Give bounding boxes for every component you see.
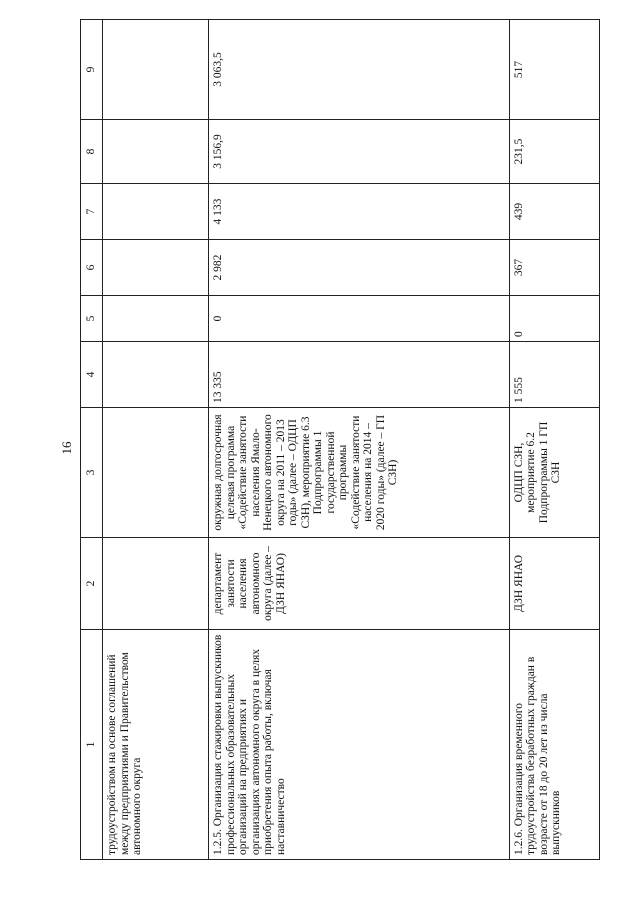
executor-cell: департамент занятости населения автономного округа (далее – ДЗН ЯНАО) — [209, 538, 510, 630]
source-cell — [103, 408, 209, 538]
value-cell — [103, 20, 209, 120]
executor-cell — [103, 538, 209, 630]
value-cell: 4 133 — [209, 184, 510, 240]
source-cell: окружная долгосрочная целевая программа «Содействие занятости населения Ямало-Ненецкого автономного округа на 2011 – 2013 годы» (далее – ОДЦП СЗН), мероприятие 6.3 Подпрограммы 1 государственной программы «Содействие занятости населения на 2014 – 2020 годы» (далее – ГП СЗН) — [209, 408, 510, 538]
column-header: 3 — [81, 408, 103, 538]
value-cell: 3 063,5 — [209, 20, 510, 120]
column-header: 2 — [81, 538, 103, 630]
value-cell: 517 — [509, 20, 599, 120]
source-cell: ОДЦП СЗН, мероприятие 6.2 Подпрограммы 1 ГП СЗН — [509, 408, 599, 538]
table-row — [103, 20, 209, 860]
column-header: 8 — [81, 120, 103, 184]
value-cell: 0 — [509, 296, 599, 342]
value-cell: 367 — [509, 240, 599, 296]
table-row — [209, 20, 510, 860]
header-row — [81, 20, 103, 860]
executor-cell: ДЗН ЯНАО — [509, 538, 599, 630]
table-row — [509, 20, 599, 860]
value-cell — [103, 240, 209, 296]
value-cell: 1 555 — [509, 342, 599, 408]
value-cell: 3 156,9 — [209, 120, 510, 184]
column-header: 5 — [81, 296, 103, 342]
rotated-table-container — [80, 20, 600, 860]
column-header: 7 — [81, 184, 103, 240]
activity-cell: 1.2.5. Организация стажировки выпускников профессиональных образовательных организаций на предприятиях и организациях автономного округа в целях приобретения опыта работы, включая наставничество — [209, 630, 510, 860]
value-cell — [103, 342, 209, 408]
value-cell — [103, 120, 209, 184]
value-cell — [103, 296, 209, 342]
activity-cell: 1.2.6. Организация временного трудоустройства безработных граждан в возрасте от 18 до 20 лет из числа выпускников — [509, 630, 599, 860]
value-cell: 2 982 — [209, 240, 510, 296]
program-table — [80, 19, 600, 860]
activity-cell: трудоустройством на основе соглашений между предприятиями и Правительством автономного округа — [103, 630, 209, 860]
value-cell: 439 — [509, 184, 599, 240]
value-cell: 13 335 — [209, 342, 510, 408]
value-cell: 231,5 — [509, 120, 599, 184]
column-header: 6 — [81, 240, 103, 296]
column-header: 1 — [81, 630, 103, 860]
value-cell — [103, 184, 209, 240]
column-header: 9 — [81, 20, 103, 120]
page-number: 16 — [59, 441, 74, 455]
column-header: 4 — [81, 342, 103, 408]
value-cell: 0 — [209, 296, 510, 342]
